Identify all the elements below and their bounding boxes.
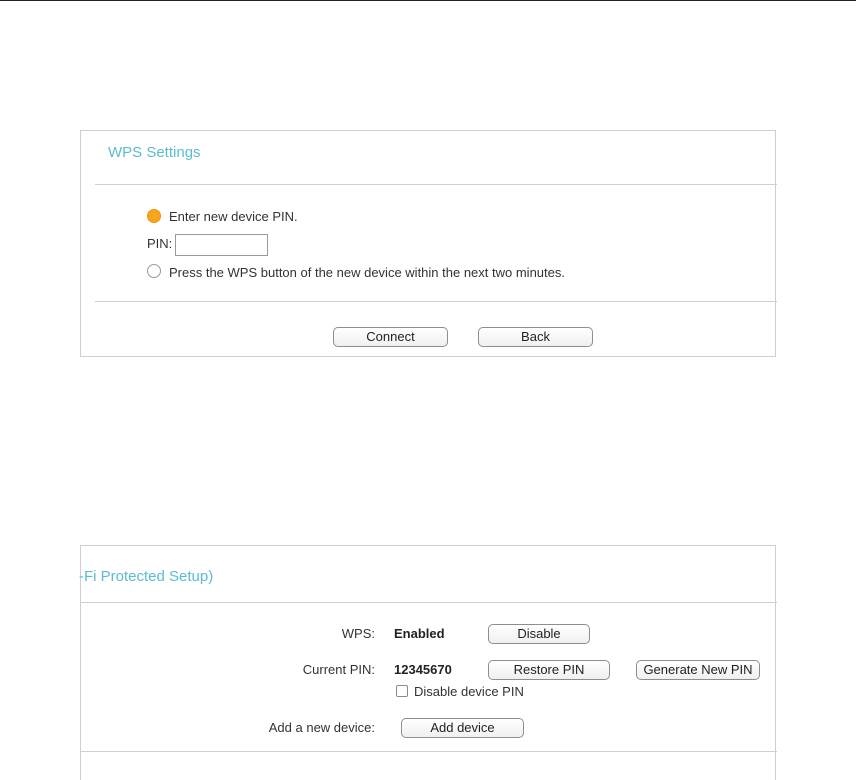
back-button[interactable]: Back (478, 327, 593, 347)
enter-pin-radio[interactable] (147, 209, 161, 223)
wps-status-panel (80, 545, 776, 780)
restore-pin-button[interactable]: Restore PIN (488, 660, 610, 680)
wps-status-value: Enabled (394, 626, 445, 641)
generate-new-pin-button[interactable]: Generate New PIN (636, 660, 760, 680)
wps-status-top-divider (81, 602, 777, 603)
disable-device-pin-label: Disable device PIN (414, 684, 524, 699)
wps-settings-bottom-divider (95, 301, 777, 302)
wps-status-bottom-divider (81, 751, 777, 752)
wps-settings-title: WPS Settings (108, 144, 201, 161)
current-pin-value: 12345670 (394, 662, 452, 677)
press-wps-button-option-label: Press the WPS button of the new device within the next two minutes. (169, 265, 565, 280)
pin-label: PIN: (147, 236, 173, 251)
add-device-button[interactable]: Add device (401, 718, 524, 738)
connect-button[interactable]: Connect (333, 327, 448, 347)
current-pin-label: Current PIN: (302, 662, 375, 677)
wps-settings-panel (80, 130, 776, 357)
pin-input[interactable] (175, 234, 268, 256)
top-rule (0, 0, 856, 1)
wps-status-title: -Fi Protected Setup) (79, 568, 214, 585)
wps-label: WPS: (341, 626, 375, 641)
disable-device-pin-checkbox[interactable] (396, 685, 408, 697)
enter-pin-option-label: Enter new device PIN. (169, 209, 298, 224)
disable-wps-button[interactable]: Disable (488, 624, 590, 644)
add-new-device-label: Add a new device: (268, 720, 375, 735)
press-wps-button-radio[interactable] (147, 264, 161, 278)
wps-settings-top-divider (95, 184, 777, 185)
